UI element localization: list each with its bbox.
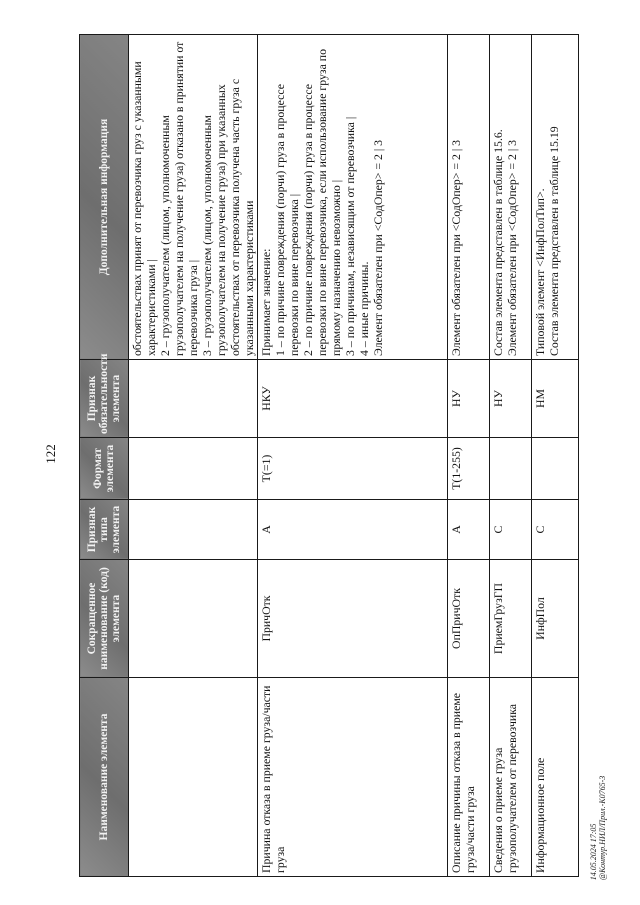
info-line: Элемент обязателен при <СодОпер> = 2 | 3 <box>371 139 385 356</box>
stamp-text <box>589 776 607 880</box>
info-line: 4 – иные причины. <box>357 261 371 356</box>
cell-type: С <box>532 500 579 560</box>
cell-code: ИнфПол <box>532 560 579 678</box>
info-line: Состав элемента представлен в таблице 15.6. <box>491 129 505 356</box>
cell-format <box>490 438 532 500</box>
info-line: 2 – грузополучателем (лицом, уполномоченным грузополучателем на получение груза) отказано в принятии от перевозчика груза | <box>158 41 200 356</box>
cell-required: НУ <box>448 360 490 438</box>
table-row <box>490 35 532 877</box>
cell-type: С <box>490 500 532 560</box>
cell-format <box>129 438 258 500</box>
cell-info <box>448 35 490 360</box>
cell-type <box>129 500 258 560</box>
header-element-code: Сокращенное наименование (код) элемента <box>80 560 129 678</box>
cell-code <box>129 560 258 678</box>
cell-info <box>532 35 579 360</box>
table-header-row <box>80 35 129 877</box>
rotated-table-container <box>79 35 561 877</box>
info-line: 1 – по причине повреждения (порчи) груза в процессе перевозки по вине перевозчика | <box>273 84 301 356</box>
header-element-type: Признак типа элемента <box>80 500 129 560</box>
info-line: обстоятельствах принят от перевозчика груз с указанными характеристиками | <box>130 61 158 356</box>
info-line: Типовой элемент <ИнфПолТип>. <box>533 188 547 356</box>
header-element-required: Признак обязательности элемента <box>80 360 129 438</box>
info-line: Элемент обязателен при <СодОпер> = 2 | 3 <box>449 139 463 356</box>
table-row <box>129 35 258 877</box>
header-additional-info: Дополнительная информация <box>80 35 129 360</box>
info-line: 3 – по причинам, независящим от перевозчика | <box>343 116 357 356</box>
cell-name: Информационное поле <box>532 678 579 877</box>
cell-required: НКУ <box>258 360 448 438</box>
cell-code: ПричОтк <box>258 560 448 678</box>
info-line: 2 – по причине повреждения (порчи) груза в процессе перевозки по вине перевозчика, если использование груза по прямому назначению невозможно | <box>301 49 343 356</box>
cell-name: Причина отказа в приеме груза/части груза <box>258 678 448 877</box>
header-element-format: Формат элемента <box>80 438 129 500</box>
cell-name <box>129 678 258 877</box>
cell-format: T(=1) <box>258 438 448 500</box>
element-table <box>79 34 579 877</box>
cell-format <box>532 438 579 500</box>
cell-code: ПриемГрузГП <box>490 560 532 678</box>
cell-info <box>258 35 448 360</box>
info-line: Элемент обязателен при <СодОпер> = 2 | 3 <box>505 139 519 356</box>
header-element-name: Наименование элемента <box>80 678 129 877</box>
cell-type: А <box>258 500 448 560</box>
cell-type: А <box>448 500 490 560</box>
info-line: Состав элемента представлен в таблице 15.19 <box>547 126 561 356</box>
table-frame <box>79 35 561 877</box>
table-row <box>532 35 579 877</box>
cell-name: Описание причины отказа в приеме груза/части груза <box>448 678 490 877</box>
document-stamp <box>588 775 608 881</box>
stamp-source: @Контур.НИЛ/Прил.-K0765-3 <box>598 775 607 881</box>
cell-name: Сведения о приеме груза грузополучателем от перевозчика <box>490 678 532 877</box>
cell-info <box>129 35 258 360</box>
info-line: 3 – грузополучателем (лицом, уполномоченным грузополучателем на получение груза) при указанных обстоятельствах от перевозчика получена часть груза с указанными характеристиками <box>200 78 256 356</box>
cell-info <box>490 35 532 360</box>
cell-required <box>129 360 258 438</box>
cell-required: НУ <box>490 360 532 438</box>
stamp-date: 14.05.2024 17:05 <box>589 823 598 881</box>
table-row <box>448 35 490 877</box>
cell-required: НМ <box>532 360 579 438</box>
info-line: Принимает значение: <box>259 248 273 356</box>
page-number: 122 <box>43 444 58 464</box>
cell-code: ОпПричОтк <box>448 560 490 678</box>
cell-format: T(1-255) <box>448 438 490 500</box>
table-row <box>258 35 448 877</box>
